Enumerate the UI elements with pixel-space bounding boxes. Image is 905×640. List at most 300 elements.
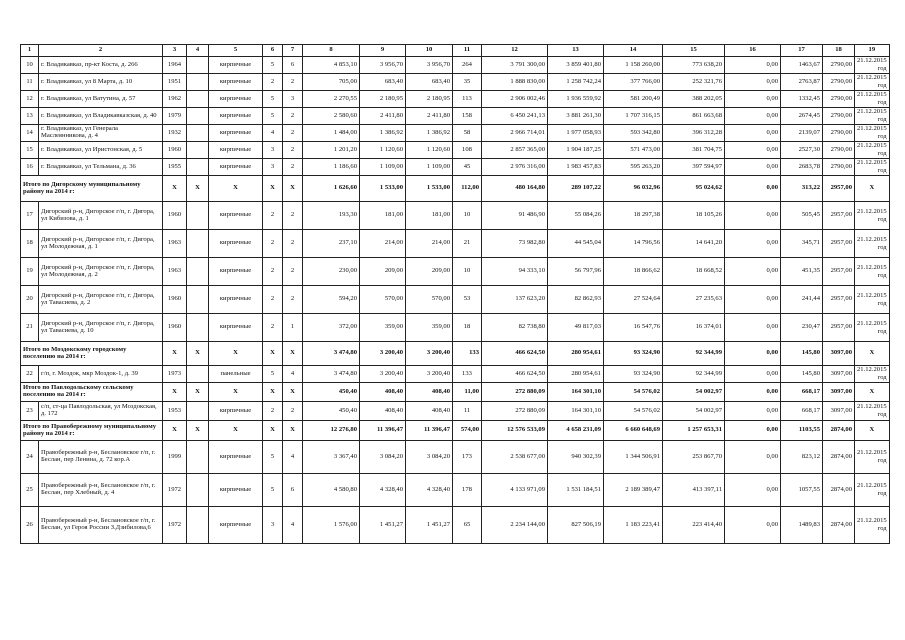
table-cell [187,366,209,383]
subtotal-cell: 112,00 [453,176,482,202]
table-cell: 3 474,80 [303,366,360,383]
table-cell: 359,00 [360,314,406,342]
table-cell: 2790,00 [823,91,855,108]
table-cell: 22 [21,366,39,383]
table-cell: г. Владикавказ, ул Ватутина, д. 57 [39,91,163,108]
table-cell: 571 473,00 [604,142,663,159]
table-cell: 93 324,90 [604,366,663,383]
table-cell: 10 [21,57,39,74]
table-cell: 1 344 506,91 [604,441,663,474]
table-cell: 24 [21,441,39,474]
table-cell: 16 547,76 [604,314,663,342]
table-row [21,230,890,258]
subtotal-cell: 1103,55 [781,421,823,441]
table-cell: 505,45 [781,202,823,230]
column-header-19: 19 [855,45,890,57]
table-cell: 21.12.2015 год [855,366,890,383]
subtotal-cell: 466 624,50 [482,342,548,366]
table-cell: кирпичные [209,142,263,159]
table-cell: 0,00 [725,202,781,230]
table-cell: 2957,00 [823,202,855,230]
subtotal-cell: 3 200,40 [360,342,406,366]
table-cell: 3 367,40 [303,441,360,474]
table-cell: 1960 [163,202,187,230]
table-cell: Правобережный р-н, Беслановское г/п, г. Беслан, пер Хлебный, д. 4 [39,474,163,507]
table-cell [187,507,209,544]
column-header-3: 3 [163,45,187,57]
table-row [21,507,890,544]
table-cell: кирпичные [209,230,263,258]
table-cell: 223 414,40 [663,507,725,544]
table-cell [187,474,209,507]
column-header-14: 14 [604,45,663,57]
table-cell: 45 [453,159,482,176]
subtotal-cell: 164 301,10 [548,383,604,402]
subtotal-cell: X [283,342,303,366]
table-cell: 58 [453,125,482,142]
table-cell: 595 263,20 [604,159,663,176]
table-cell: 209,00 [406,258,453,286]
table-cell: 1 186,60 [303,159,360,176]
table-cell: 16 374,01 [663,314,725,342]
table-cell: 3 956,70 [360,57,406,74]
table-cell: с/п, ст-ца Павлодольская, ул Моздокская, д. 172 [39,402,163,421]
column-header-18: 18 [823,45,855,57]
subtotal-cell: X [283,421,303,441]
subtotal-cell: 54 002,97 [663,383,725,402]
table-cell: 1 386,92 [406,125,453,142]
table-cell: 827 506,19 [548,507,604,544]
table-cell [187,125,209,142]
table-cell: 2 [283,402,303,421]
table-cell: 23 [21,402,39,421]
table-cell: 178 [453,474,482,507]
table-cell [187,142,209,159]
table-cell: 377 766,00 [604,74,663,91]
column-header-8: 8 [303,45,360,57]
table-cell: 21 [21,314,39,342]
subtotal-cell: 11 396,47 [360,421,406,441]
table-cell: 21.12.2015 год [855,441,890,474]
table-cell: 3 [263,507,283,544]
subtotal-cell: X [209,342,263,366]
table-cell: 230,00 [303,258,360,286]
table-cell: 2 [283,142,303,159]
column-header-9: 9 [360,45,406,57]
column-header-15: 15 [663,45,725,57]
table-cell: 108 [453,142,482,159]
table-cell: 1960 [163,314,187,342]
table-cell: 705,00 [303,74,360,91]
table-cell: 4 [283,441,303,474]
table-cell: 1955 [163,159,187,176]
table-cell: 1332,45 [781,91,823,108]
table-row [21,91,890,108]
subtotal-cell: 1 257 653,31 [663,421,725,441]
table-cell: кирпичные [209,402,263,421]
table-cell: г. Владикавказ, ул Тельмана, д. 36 [39,159,163,176]
table-body [21,45,890,544]
table-cell: 0,00 [725,402,781,421]
table-cell: Правобережный р-н, Беслановское г/п, г. Беслан, ул Героя России З.Дзибилова,6 [39,507,163,544]
subtotal-row [21,383,890,402]
table-cell: 2790,00 [823,74,855,91]
table-cell: 2 538 677,00 [482,441,548,474]
table-cell: 21.12.2015 год [855,125,890,142]
table-cell: 92 344,99 [663,366,725,383]
table-cell: 27 235,63 [663,286,725,314]
table-cell: 396 312,28 [663,125,725,142]
subtotal-cell: 272 880,09 [482,383,548,402]
table-cell: г. Владикавказ, пр-кт Коста, д. 266 [39,57,163,74]
column-header-7: 7 [283,45,303,57]
table-row [21,125,890,142]
table-cell: 683,40 [406,74,453,91]
table-cell: 940 302,39 [548,441,604,474]
table-cell: 1057,55 [781,474,823,507]
table-cell: 2 [263,258,283,286]
table-cell: 55 084,26 [548,202,604,230]
subtotal-cell: 2957,00 [823,176,855,202]
table-cell: 6 [283,57,303,74]
table-cell: 21.12.2015 год [855,142,890,159]
table-row [21,159,890,176]
subtotal-label: Итого по Моздокскому городскому поселению на 2014 г: [21,342,163,366]
table-row [21,142,890,159]
column-header-11: 11 [453,45,482,57]
table-cell: Дигорский р-н, Дигорское г/п, г. Дигора, ул Тавасиева, д. 10 [39,314,163,342]
table-cell: 1 120,60 [406,142,453,159]
table-cell: 18 866,62 [604,258,663,286]
table-cell: 133 [453,366,482,383]
table-cell: 3 [263,159,283,176]
table-cell: 3 [283,91,303,108]
table-cell: 5 [263,474,283,507]
table-cell: 18 668,52 [663,258,725,286]
table-cell: 2957,00 [823,258,855,286]
table-cell: Дигорский р-н, Дигорское г/п, г. Дигора, ул Молодежная, д. 2 [39,258,163,286]
subtotal-cell: X [263,176,283,202]
table-cell: 11 [453,402,482,421]
table-cell: 230,47 [781,314,823,342]
table-cell: г/п, г. Моздок, мкр Моздок-1, д. 39 [39,366,163,383]
table-cell: 272 880,09 [482,402,548,421]
table-cell: 1 936 559,92 [548,91,604,108]
table-cell: 1 888 830,00 [482,74,548,91]
table-cell: кирпичные [209,108,263,125]
table-cell: 2683,78 [781,159,823,176]
table-cell: 21.12.2015 год [855,74,890,91]
table-cell: 2 906 002,46 [482,91,548,108]
table-cell: 2 [283,286,303,314]
table-cell: 14 641,20 [663,230,725,258]
table-cell [187,314,209,342]
table-cell: 1 983 457,83 [548,159,604,176]
subtotal-label: Итого по Павлодольскому сельскому поселению на 2014 г: [21,383,163,402]
subtotal-cell: 289 107,22 [548,176,604,202]
column-header-12: 12 [482,45,548,57]
table-cell: 14 796,56 [604,230,663,258]
table-cell: 21.12.2015 год [855,314,890,342]
table-cell: 1972 [163,474,187,507]
table-cell: 193,30 [303,202,360,230]
table-cell: 1 158 260,00 [604,57,663,74]
subtotal-cell: 96 032,96 [604,176,663,202]
table-cell: кирпичные [209,286,263,314]
table-cell: 21.12.2015 год [855,402,890,421]
table-cell: 21.12.2015 год [855,258,890,286]
table-cell: 18 [21,230,39,258]
table-cell: 1 576,00 [303,507,360,544]
subtotal-label: Итого по Дигорскому муниципальному району на 2014 г: [21,176,163,202]
table-cell: 13 [21,108,39,125]
table-cell: Дигорский р-н, Дигорское г/п, г. Дигора, ул Молодежная, д. 1 [39,230,163,258]
subtotal-cell: 0,00 [725,342,781,366]
table-cell: 359,00 [406,314,453,342]
table-cell: 0,00 [725,474,781,507]
table-cell: 3 791 300,00 [482,57,548,74]
subtotal-cell: 54 576,02 [604,383,663,402]
table-cell: 2 [263,230,283,258]
subtotal-cell: 6 660 648,69 [604,421,663,441]
subtotal-cell: 0,00 [725,176,781,202]
table-cell [187,91,209,108]
table-cell: 2139,07 [781,125,823,142]
table-cell: 0,00 [725,108,781,125]
table-cell: 683,40 [360,74,406,91]
subtotal-cell: X [163,176,187,202]
table-cell: 372,00 [303,314,360,342]
table-cell: 3 881 261,30 [548,108,604,125]
table-cell: 5 [263,57,283,74]
table-cell: 73 982,80 [482,230,548,258]
table-row [21,202,890,230]
table-cell: 1972 [163,507,187,544]
table-cell: 18 105,26 [663,202,725,230]
subtotal-cell: X [209,176,263,202]
table-cell: 158 [453,108,482,125]
table-cell: 2 [283,159,303,176]
table-cell: 0,00 [725,159,781,176]
table-cell: 466 624,50 [482,366,548,383]
table-cell: 0,00 [725,286,781,314]
table-cell: 1 484,00 [303,125,360,142]
table-cell: 53 [453,286,482,314]
subtotal-cell: 668,17 [781,383,823,402]
table-cell: кирпичные [209,91,263,108]
table-cell: 18 297,38 [604,202,663,230]
table-cell: 2790,00 [823,142,855,159]
table-cell: 4 [263,125,283,142]
table-cell: 2957,00 [823,314,855,342]
table-cell: 3097,00 [823,366,855,383]
table-cell: 4 328,40 [360,474,406,507]
table-cell: 12 [21,91,39,108]
table-cell: 164 301,10 [548,402,604,421]
table-cell: кирпичные [209,74,263,91]
table-cell: 2 966 714,01 [482,125,548,142]
table-cell: 413 397,11 [663,474,725,507]
table-cell: 0,00 [725,441,781,474]
table-cell: кирпичные [209,159,263,176]
table-cell: 2 [283,258,303,286]
table-cell: 1 707 316,15 [604,108,663,125]
subtotal-cell: 1 533,00 [406,176,453,202]
column-header-17: 17 [781,45,823,57]
table-cell: 0,00 [725,91,781,108]
table-cell: 214,00 [360,230,406,258]
table-cell: 82 862,93 [548,286,604,314]
subtotal-cell: X [163,342,187,366]
subtotal-row [21,421,890,441]
table-cell: 1 451,27 [406,507,453,544]
subtotal-row [21,342,890,366]
table-cell: 21.12.2015 год [855,507,890,544]
table-cell: 2 234 144,00 [482,507,548,544]
table-cell: 2874,00 [823,441,855,474]
table-cell: 3 956,70 [406,57,453,74]
subtotal-cell: 480 164,80 [482,176,548,202]
table-cell: 27 524,64 [604,286,663,314]
table-cell: 26 [21,507,39,544]
column-header-5: 5 [209,45,263,57]
table-cell: 0,00 [725,314,781,342]
table-cell: 0,00 [725,366,781,383]
subtotal-cell: X [187,342,209,366]
table-cell: 181,00 [360,202,406,230]
table-row [21,57,890,74]
table-cell: 1 904 187,25 [548,142,604,159]
table-cell [187,286,209,314]
table-cell: 21.12.2015 год [855,286,890,314]
table-cell: г. Владикавказ, ул 8 Марта, д. 10 [39,74,163,91]
table-cell: Дигорский р-н, Дигорское г/п, г. Дигора, ул Кибизова, д. 1 [39,202,163,230]
table-cell: 2 [283,74,303,91]
table-cell: 49 817,03 [548,314,604,342]
table-cell: 0,00 [725,74,781,91]
table-cell: 21.12.2015 год [855,91,890,108]
table-cell: 15 [21,142,39,159]
table-cell: 21.12.2015 год [855,108,890,125]
table-cell: 1 109,00 [360,159,406,176]
table-cell: 1 109,00 [406,159,453,176]
table-cell [187,74,209,91]
subtotal-cell: X [187,383,209,402]
subtotal-cell: 313,22 [781,176,823,202]
table-cell: 1 977 058,93 [548,125,604,142]
table-cell: 1951 [163,74,187,91]
table-cell: 113 [453,91,482,108]
subtotal-cell: 574,00 [453,421,482,441]
column-header-6: 6 [263,45,283,57]
table-cell [187,57,209,74]
table-cell: 21 [453,230,482,258]
table-cell: 2 [283,108,303,125]
subtotal-cell: 93 324,90 [604,342,663,366]
table-cell: 594,20 [303,286,360,314]
subtotal-cell: X [263,421,283,441]
subtotal-cell: X [283,383,303,402]
table-cell: 668,17 [781,402,823,421]
table-cell: 264 [453,57,482,74]
table-cell: 173 [453,441,482,474]
register-sheet [20,44,890,544]
table-cell: кирпичные [209,125,263,142]
table-cell: 3 859 401,80 [548,57,604,74]
subtotal-cell: 408,40 [360,383,406,402]
subtotal-cell: 3 200,40 [406,342,453,366]
table-cell: 570,00 [360,286,406,314]
table-row [21,108,890,125]
table-cell [187,159,209,176]
table-cell: 2 [263,402,283,421]
table-cell: 823,12 [781,441,823,474]
table-cell: 2674,45 [781,108,823,125]
table-cell: 2 [263,286,283,314]
subtotal-cell: 95 024,62 [663,176,725,202]
table-cell: 2 580,60 [303,108,360,125]
table-cell: 3 200,40 [406,366,453,383]
table-cell: 2 [283,230,303,258]
table-cell: 65 [453,507,482,544]
table-cell: 0,00 [725,507,781,544]
subtotal-cell: 408,40 [406,383,453,402]
subtotal-cell: 3 474,80 [303,342,360,366]
table-cell: 1463,67 [781,57,823,74]
table-cell: 94 333,10 [482,258,548,286]
subtotal-cell: X [209,383,263,402]
table-cell: 450,40 [303,402,360,421]
table-cell: 2 180,95 [360,91,406,108]
table-cell: 21.12.2015 год [855,57,890,74]
table-row [21,286,890,314]
table-cell: 1 386,92 [360,125,406,142]
subtotal-row [21,176,890,202]
column-header-1: 1 [21,45,39,57]
table-cell: 0,00 [725,230,781,258]
subtotal-cell: 450,40 [303,383,360,402]
table-cell: 0,00 [725,57,781,74]
table-cell: 2 411,80 [360,108,406,125]
table-row [21,402,890,421]
table-cell: 1964 [163,57,187,74]
table-cell: 16 [21,159,39,176]
table-cell: 451,35 [781,258,823,286]
table-cell: 91 486,90 [482,202,548,230]
table-cell: 252 321,76 [663,74,725,91]
table-cell: 397 594,97 [663,159,725,176]
table-cell: 381 704,75 [663,142,725,159]
subtotal-cell: 1 533,00 [360,176,406,202]
table-cell: 1960 [163,142,187,159]
table-cell: 25 [21,474,39,507]
table-row [21,366,890,383]
table-cell: 237,10 [303,230,360,258]
table-cell: 253 867,70 [663,441,725,474]
table-cell: 1 531 184,51 [548,474,604,507]
table-cell: г. Владикавказ, ул Иристонская, д. 5 [39,142,163,159]
subtotal-cell: 11,00 [453,383,482,402]
table-cell: 1 451,27 [360,507,406,544]
subtotal-cell: 4 658 231,09 [548,421,604,441]
table-cell: 570,00 [406,286,453,314]
table-cell: 581 200,49 [604,91,663,108]
table-cell: кирпичные [209,474,263,507]
table-cell: 10 [453,202,482,230]
table-cell [187,230,209,258]
table-cell [187,441,209,474]
table-cell [187,202,209,230]
